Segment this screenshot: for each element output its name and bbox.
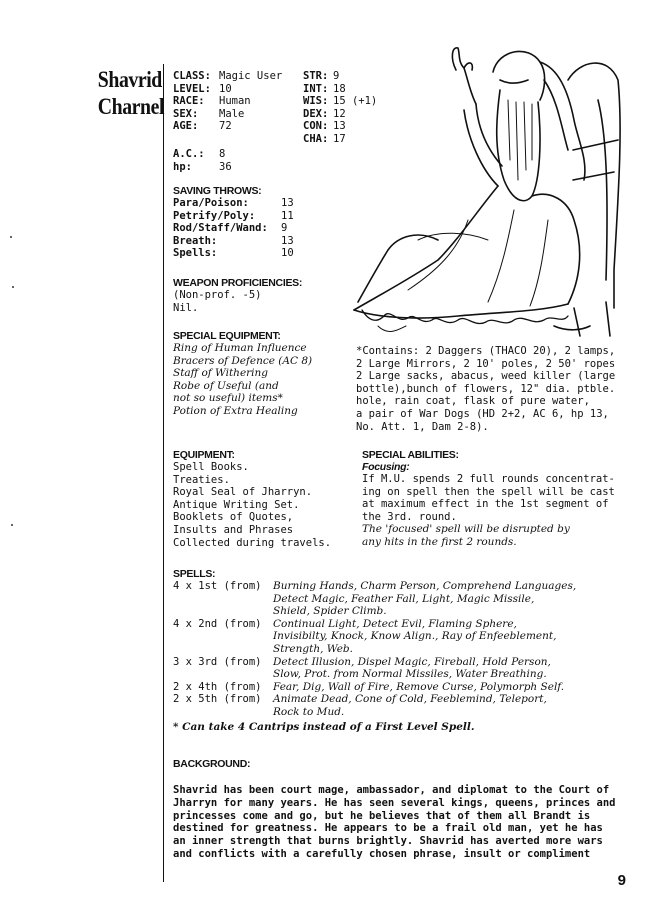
special-equipment-item: Robe of Useful (and <box>173 379 279 392</box>
focusing-line: If M.U. spends 2 full rounds concentrat- <box>362 473 615 485</box>
equipment-heading: EQUIPMENT: <box>173 449 235 461</box>
basic-stat-row <box>173 95 298 108</box>
ability-score-value: 17 <box>333 132 346 145</box>
basic-stat-row <box>173 83 298 96</box>
head <box>493 51 545 100</box>
spell-level-prefix: 3 x 3rd (from) <box>173 655 262 668</box>
spell-list-line: Continual Light, Detect Evil, Flaming Sphere, <box>273 617 517 630</box>
robe-contents-line: No. Att. 1, Dam 2-8). <box>356 420 489 433</box>
spell-list-line: Shield, Spider Climb. <box>273 605 387 618</box>
saving-throw-label: Petrify/Poly: <box>173 209 256 222</box>
spell-list <box>273 693 547 718</box>
weapon-prof-line: Nil. <box>173 301 199 314</box>
spells-section <box>173 568 643 733</box>
special-equipment-item: not so useful) items* <box>173 392 283 405</box>
combat-stat-label: hp: <box>173 160 192 173</box>
ability-score-label: INT: <box>303 82 329 95</box>
special-equipment-item: Potion of Extra Healing <box>173 404 298 417</box>
special-abilities-section <box>362 449 642 549</box>
special-equipment-section <box>173 330 363 418</box>
combat-stat-row <box>173 148 298 161</box>
spell-level-row <box>173 681 643 694</box>
focusing-note-line: The 'focused' spell will be disrupted by <box>362 523 570 536</box>
ability-score-label: STR: <box>303 70 329 82</box>
basic-stat-value: 72 <box>219 120 232 133</box>
ability-score-value: 15 (+1) <box>333 95 378 108</box>
weapon-prof-line: (Non-prof. -5) <box>173 289 262 301</box>
saving-throws-heading: SAVING THROWS: <box>173 185 262 197</box>
spell-list-line: Detect Magic, Feather Fall, Light, Magic Missile, <box>273 592 535 605</box>
robe <box>532 194 580 304</box>
spell-level-prefix: 2 x 5th (from) <box>173 693 262 706</box>
saving-throw-value: 9 <box>281 222 288 235</box>
equipment-section <box>173 449 363 549</box>
robe-contents-line: 2 Large sacks, abacus, weed killer (large <box>356 370 616 383</box>
page-number: 9 <box>617 872 626 889</box>
spell-level-row <box>173 693 643 718</box>
ability-score-value: 13 <box>333 120 346 133</box>
combat-stats <box>173 148 298 173</box>
basic-stat-label: LEVEL: <box>173 82 211 95</box>
background-line: destined for greatness. He appears to be a frail old man, yet he has <box>173 822 603 835</box>
basic-stat-label: CLASS: <box>173 70 211 82</box>
equipment-item: Royal Seal of Jharryn. <box>173 486 313 499</box>
character-name <box>97 66 165 120</box>
background-line: princesses come and go, but he believes that of them all Brandt is <box>173 809 591 822</box>
saving-throw-value: 11 <box>281 209 294 222</box>
robe-contents-line: a pair of War Dogs (HD 2+2, AC 6, hp 13, <box>356 407 609 420</box>
spell-list-line: Invisibilty, Knock, Know Align., Ray of Enfeeblement, <box>273 630 557 643</box>
spell-list-line: Rock to Mud. <box>273 705 345 718</box>
robe-contents-line: 2 Large Mirrors, 2 10' poles, 2 50' ropes <box>356 357 616 370</box>
basic-stat-value: Male <box>219 107 245 120</box>
margin-dot <box>11 524 13 526</box>
focusing-line: the 3rd. round. <box>362 510 457 523</box>
saving-throw-label: Rod/Staff/Wand: <box>173 222 268 235</box>
background-section <box>173 758 643 861</box>
spell-list <box>273 618 556 656</box>
spell-list-line: Fear, Dig, Wall of Fire, Remove Curse, Polymorph Self. <box>273 680 565 693</box>
saving-throw-label: Spells: <box>173 247 218 260</box>
robe-contents <box>356 345 641 433</box>
saving-throw-value: 13 <box>281 197 294 209</box>
basic-stat-value: Magic User <box>219 70 283 82</box>
ability-score-label: CHA: <box>303 132 329 145</box>
basic-stat-value: 10 <box>219 82 232 95</box>
beard <box>497 90 540 201</box>
ability-score-value: 9 <box>333 70 340 82</box>
spell-list-line: Animate Dead, Cone of Cold, Feeblemind, Teleport, <box>273 693 547 706</box>
name-line-2: Charnel <box>97 94 165 119</box>
special-equipment-item: Bracers of Defence (AC 8) <box>173 354 313 367</box>
focusing-line: ing on spell then the spell will be cast <box>362 485 615 498</box>
background-line: Jharryn for many years. He has seen several kings, queens, princes and <box>173 796 616 809</box>
basic-stat-label: SEX: <box>173 107 199 120</box>
equipment-item: Insults and Phrases <box>173 523 294 536</box>
weapon-prof-heading: WEAPON PROFICIENCIES: <box>173 277 303 289</box>
equipment-item: Booklets of Quotes, <box>173 511 294 524</box>
spell-list <box>273 681 564 694</box>
basic-stat-value: Human <box>219 95 251 108</box>
background-line: and conflicts with a carefully chosen phrase, insult or compliment <box>173 847 591 860</box>
spell-level-row <box>173 580 643 618</box>
basic-stat-row <box>173 108 298 121</box>
special-abilities-heading: SPECIAL ABILITIES: <box>362 449 459 461</box>
saving-throw-value: 13 <box>281 234 294 247</box>
spell-list-line: Strength, Web. <box>273 642 353 655</box>
spell-level-prefix: 4 x 1st (from) <box>173 580 262 592</box>
equipment-item: Treaties. <box>173 473 230 486</box>
combat-stat-value: 36 <box>219 160 232 173</box>
ability-score-value: 12 <box>333 107 346 120</box>
spell-level-row <box>173 618 643 656</box>
ability-score-label: WIS: <box>303 95 329 108</box>
margin-dot <box>12 286 14 288</box>
basic-stats <box>173 70 298 133</box>
combat-stat-row <box>173 161 298 174</box>
chair-back <box>568 63 620 308</box>
basic-stat-label: AGE: <box>173 120 199 133</box>
ability-score-label: DEX: <box>303 107 329 120</box>
special-equipment-heading: SPECIAL EQUIPMENT: <box>173 330 281 342</box>
ability-score-value: 18 <box>333 82 346 95</box>
spell-list-line: Slow, Prot. from Normal Missiles, Water Breathing. <box>273 668 547 681</box>
saving-throw-label: Breath: <box>173 234 218 247</box>
equipment-item: Antique Writing Set. <box>173 498 300 511</box>
background-heading: BACKGROUND: <box>173 758 251 770</box>
combat-stat-label: A.C.: <box>173 148 205 160</box>
saving-throw-label: Para/Poison: <box>173 197 249 209</box>
spell-level-row <box>173 656 643 681</box>
spell-level-prefix: 4 x 2nd (from) <box>173 617 262 630</box>
background-line: an inner strength that burns brightly. Shavrid has averted more wars <box>173 835 603 848</box>
basic-stat-row <box>173 70 298 83</box>
background-line: Shavrid has been court mage, ambassador, and diplomat to the Court of <box>173 784 610 796</box>
spells-heading: SPELLS: <box>173 568 216 580</box>
basic-stat-label: RACE: <box>173 95 205 108</box>
raised-hand <box>452 48 476 104</box>
combat-stat-value: 8 <box>219 148 226 160</box>
focusing-note-line: any hits in the first 2 rounds. <box>362 535 517 548</box>
ability-score-label: CON: <box>303 120 329 133</box>
saving-throw-value: 10 <box>281 247 294 260</box>
special-equipment-item: Staff of Withering <box>173 367 269 380</box>
spell-list <box>273 580 576 618</box>
spell-level-prefix: 2 x 4th (from) <box>173 680 262 693</box>
spell-list <box>273 656 551 681</box>
special-equipment-item: Ring of Human Influence <box>173 342 307 354</box>
wizard-illustration <box>318 40 648 340</box>
equipment-item: Collected during travels. <box>173 536 332 549</box>
focusing-subheading: Focusing: <box>362 461 410 473</box>
vertical-rule <box>163 64 164 882</box>
robe-contents-line: bottle),bunch of flowers, 12" dia. ptble. <box>356 382 616 395</box>
robe-contents-line: *Contains: 2 Daggers (THACO 20), 2 lamps, <box>356 345 616 357</box>
focusing-line: at maximum effect in the 1st segment of <box>362 498 609 511</box>
spell-list-line: Detect Illusion, Dispel Magic, Fireball, Hold Person, <box>273 655 551 668</box>
cantrips-note: * Can take 4 Cantrips instead of a First Level Spell. <box>173 720 475 733</box>
margin-dot <box>10 236 12 238</box>
equipment-item: Spell Books. <box>173 461 249 473</box>
name-line-1: Shavrid <box>97 67 162 92</box>
spell-list-line: Burning Hands, Charm Person, Comprehend Languages, <box>273 580 577 592</box>
robe-contents-line: hole, rain coat, flask of pure water, <box>356 395 590 408</box>
basic-stat-row <box>173 120 298 133</box>
